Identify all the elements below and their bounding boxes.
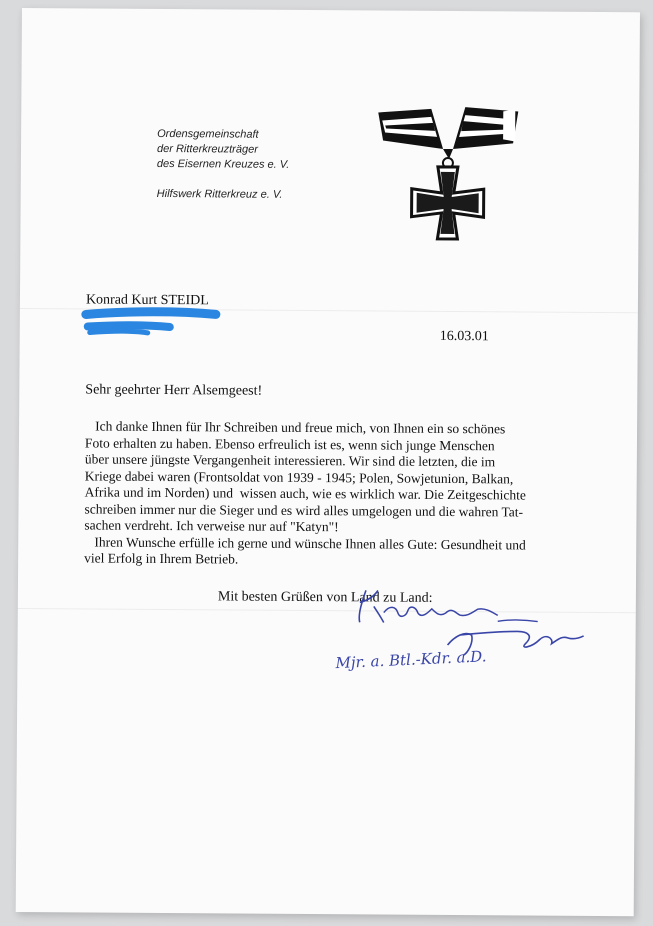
body-line: Afrika und im Norden) und wissen auch, wie es wirklich war. Die Zeitgeschichte xyxy=(84,484,526,503)
greeting: Sehr geehrter Herr Alsemgeest! xyxy=(85,382,263,399)
body-line: schreiben immer nur die Sieger und es wird alles umgelogen und die wahren Tat- xyxy=(84,500,524,520)
org-line: Ordensgemeinschaft xyxy=(157,127,259,141)
org-line: der Ritterkreuzträger xyxy=(156,142,258,156)
letter-page xyxy=(16,8,640,916)
letterhead-organization xyxy=(157,127,290,203)
sender-name: Konrad Kurt STEIDL xyxy=(85,292,209,309)
body-line: sachen verdreht. Ich verweise nur auf "Katyn"! xyxy=(84,517,339,535)
org-line: des Eisernen Kreuzes e. V. xyxy=(156,157,290,171)
body-line: Kriege dabei waren (Frontsoldat von 1939 - 1945; Polen, Sowjetunion, Balkan, xyxy=(84,467,514,486)
knights-cross-icon xyxy=(372,100,523,251)
paper-fold xyxy=(20,308,638,313)
letter-date: 16.03.01 xyxy=(439,328,489,345)
letter-body xyxy=(84,418,585,570)
body-line: Ihren Wunsche erfülle ich gerne und wünsche Ihnen alles Gute: Gesundheit und xyxy=(84,533,526,553)
body-line: über unsere jüngste Vergangenheit interessieren. Wir sind die letzten, die im xyxy=(84,451,496,470)
ribbon xyxy=(378,106,518,159)
body-line: Ich danke Ihnen für Ihr Schreiben und freue mich, von Ihnen ein so schönes xyxy=(85,418,506,437)
handwritten-rank: Mjr. a. Btl.-Kdr. a.D. xyxy=(335,647,487,673)
closing-line: Mit besten Grüßen von Land zu Land: xyxy=(217,589,433,606)
body-line: Foto erhalten zu haben. Ebenso erfreulich ist es, wenn sich junge Menschen xyxy=(84,434,495,453)
body-line: viel Erfolg in Ihrem Betrieb. xyxy=(84,550,239,567)
org-line: Hilfswerk Ritterkreuz e. V. xyxy=(156,187,283,201)
